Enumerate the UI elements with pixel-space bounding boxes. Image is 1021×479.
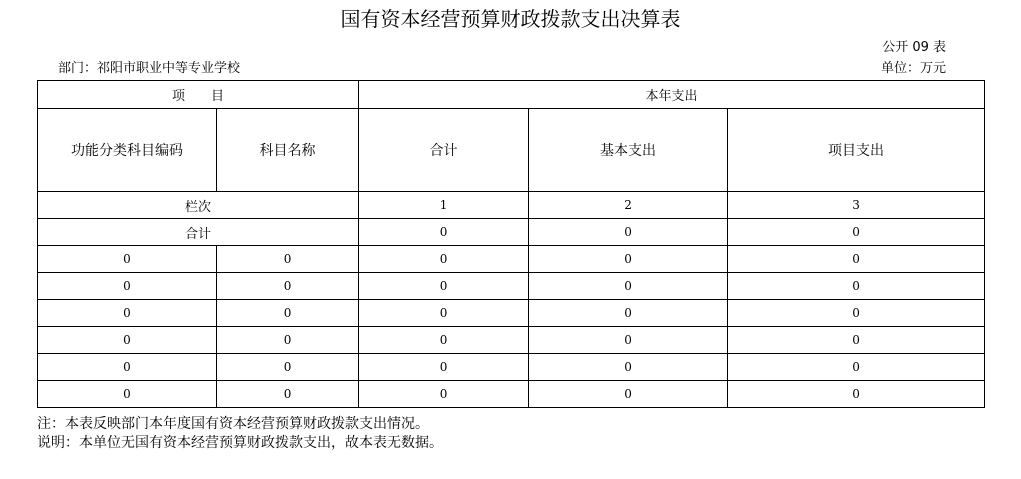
column-number-2: 2 [529, 192, 728, 219]
header-code: 功能分类科目编码 [38, 109, 217, 192]
row-basic: 0 [529, 354, 728, 381]
column-number-label: 栏次 [38, 192, 359, 219]
table-row [38, 300, 985, 327]
row-basic: 0 [529, 381, 728, 408]
row-name: 0 [217, 327, 359, 354]
header-row-1 [38, 81, 985, 109]
note-line: 注：本表反映部门本年度国有资本经营预算财政拨款支出情况。 [37, 416, 429, 432]
table-row [38, 273, 985, 300]
row-total: 0 [359, 300, 529, 327]
header-basic: 基本支出 [529, 109, 728, 192]
total-row-basic: 0 [529, 219, 728, 246]
column-number-1: 1 [359, 192, 529, 219]
page-title: 国有资本经营预算财政拨款支出决算表 [340, 7, 681, 31]
total-row [38, 219, 985, 246]
row-total: 0 [359, 327, 529, 354]
table-row [38, 327, 985, 354]
header-name: 科目名称 [217, 109, 359, 192]
row-code: 0 [38, 300, 217, 327]
header-row-2 [38, 109, 985, 192]
header-current-year: 本年支出 [359, 81, 985, 109]
column-number-row [38, 192, 985, 219]
total-row-total: 0 [359, 219, 529, 246]
total-row-project: 0 [728, 219, 985, 246]
total-row-label: 合计 [38, 219, 359, 246]
row-name: 0 [217, 273, 359, 300]
row-name: 0 [217, 300, 359, 327]
explanation-line: 说明：本单位无国有资本经营预算财政拨款支出，故本表无数据。 [37, 435, 443, 451]
row-project: 0 [728, 300, 985, 327]
table-row [38, 354, 985, 381]
row-total: 0 [359, 381, 529, 408]
row-total: 0 [359, 246, 529, 273]
row-name: 0 [217, 354, 359, 381]
column-number-3: 3 [728, 192, 985, 219]
table-row [38, 381, 985, 408]
expenditure-table [37, 80, 985, 408]
form-number: 公开 09 表 [882, 40, 946, 55]
row-code: 0 [38, 354, 217, 381]
row-basic: 0 [529, 327, 728, 354]
unit-label: 单位：万元 [880, 61, 946, 76]
row-total: 0 [359, 273, 529, 300]
department-label: 部门：祁阳市职业中等专业学校 [58, 61, 241, 76]
row-code: 0 [38, 381, 217, 408]
row-project: 0 [728, 354, 985, 381]
row-basic: 0 [529, 246, 728, 273]
row-basic: 0 [529, 300, 728, 327]
notes [37, 415, 443, 453]
row-project: 0 [728, 381, 985, 408]
row-code: 0 [38, 327, 217, 354]
header-total: 合计 [359, 109, 529, 192]
row-code: 0 [38, 246, 217, 273]
header-item: 项 目 [38, 81, 359, 109]
row-project: 0 [728, 327, 985, 354]
row-name: 0 [217, 246, 359, 273]
row-basic: 0 [529, 273, 728, 300]
row-code: 0 [38, 273, 217, 300]
row-project: 0 [728, 273, 985, 300]
header-project: 项目支出 [728, 109, 985, 192]
row-name: 0 [217, 381, 359, 408]
table-row [38, 246, 985, 273]
row-project: 0 [728, 246, 985, 273]
row-total: 0 [359, 354, 529, 381]
